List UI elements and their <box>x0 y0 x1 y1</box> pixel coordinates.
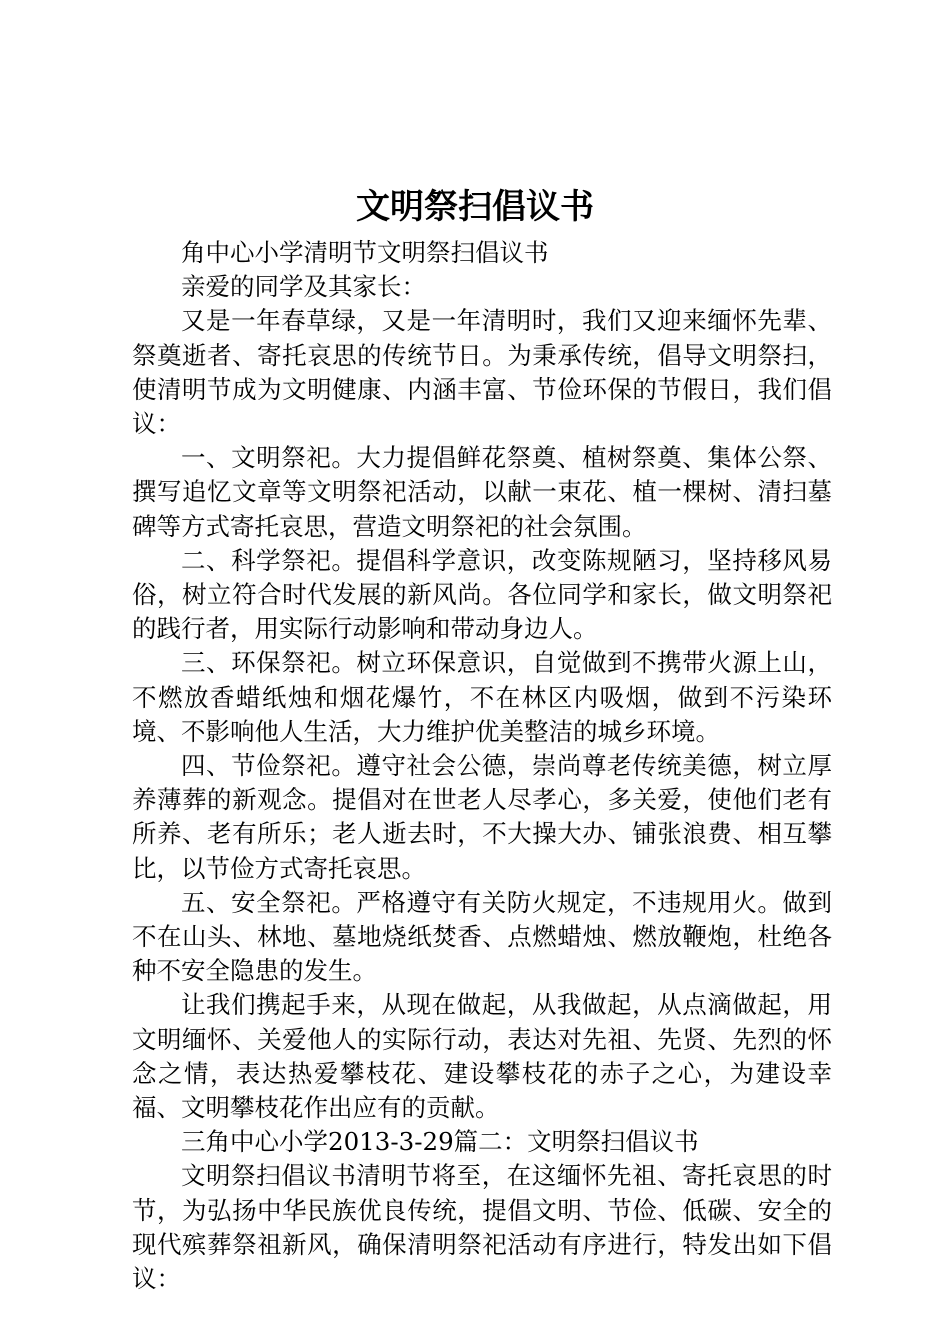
paragraph-part-two: 文明祭扫倡议书清明节将至，在这缅怀先祖、寄托哀思的时节，为弘扬中华民族优良传统，提倡文明、节俭、低碳、安全的现代殡葬祭祖新风，确保清明祭祀活动有序进行，特发出如下倡议： <box>132 1161 832 1294</box>
paragraph-signature: 三角中心小学2013-3-29篇二：文明祭扫倡议书 <box>181 1127 699 1157</box>
paragraph-item-4: 四、节俭祭祀。遵守社会公德，崇尚尊老传统美德，树立厚养薄葬的新观念。提倡对在世老人尽孝心，多关爱，使他们老有所养、老有所乐；老人逝去时，不大操大办、铺张浪费、相互攀比，以节俭方式寄托哀思。 <box>132 751 832 883</box>
paragraph-intro: 又是一年春草绿，又是一年清明时，我们又迎来缅怀先辈、祭奠逝者、寄托哀思的传统节日。为秉承传统，倡导文明祭扫，使清明节成为文明健康、内涵丰富、节俭环保的节假日，我们倡议： <box>132 306 832 439</box>
document-body <box>132 236 832 1296</box>
document-title: 文明祭扫倡议书 <box>356 187 594 227</box>
paragraph-subtitle: 角中心小学清明节文明祭扫倡议书 <box>181 238 549 267</box>
paragraph-closing: 让我们携起手来，从现在做起，从我做起，从点滴做起，用文明缅怀、关爱他人的实际行动，表达对先祖、先贤、先烈的怀念之情，表达热爱攀枝花、建设攀枝花的赤子之心，为建设幸福、文明攀枝花作出应有的贡献。 <box>132 990 832 1123</box>
paragraph-item-5: 五、安全祭祀。严格遵守有关防火规定，不违规用火。做到不在山头、林地、墓地烧纸焚香、点燃蜡烛、燃放鞭炮，杜绝各种不安全隐患的发生。 <box>132 887 832 986</box>
paragraph-item-1: 一、文明祭祀。大力提倡鲜花祭奠、植树祭奠、集体公祭、撰写追忆文章等文明祭祀活动，以献一束花、植一棵树、清扫墓碑等方式寄托哀思，营造文明祭祀的社会氛围。 <box>132 443 832 541</box>
paragraph-salutation: 亲爱的同学及其家长： <box>181 272 426 302</box>
paragraph-item-3: 三、环保祭祀。树立环保意识，自觉做到不携带火源上山，不燃放香蜡纸烛和烟花爆竹，不在林区内吸烟，做到不污染环境、不影响他人生活，大力维护优美整洁的城乡环境。 <box>132 648 832 746</box>
paragraph-item-2: 二、科学祭祀。提倡科学意识，改变陈规陋习，坚持移风易俗，树立符合时代发展的新风尚。各位同学和家长，做文明祭祀的践行者，用实际行动影响和带动身边人。 <box>132 545 832 644</box>
